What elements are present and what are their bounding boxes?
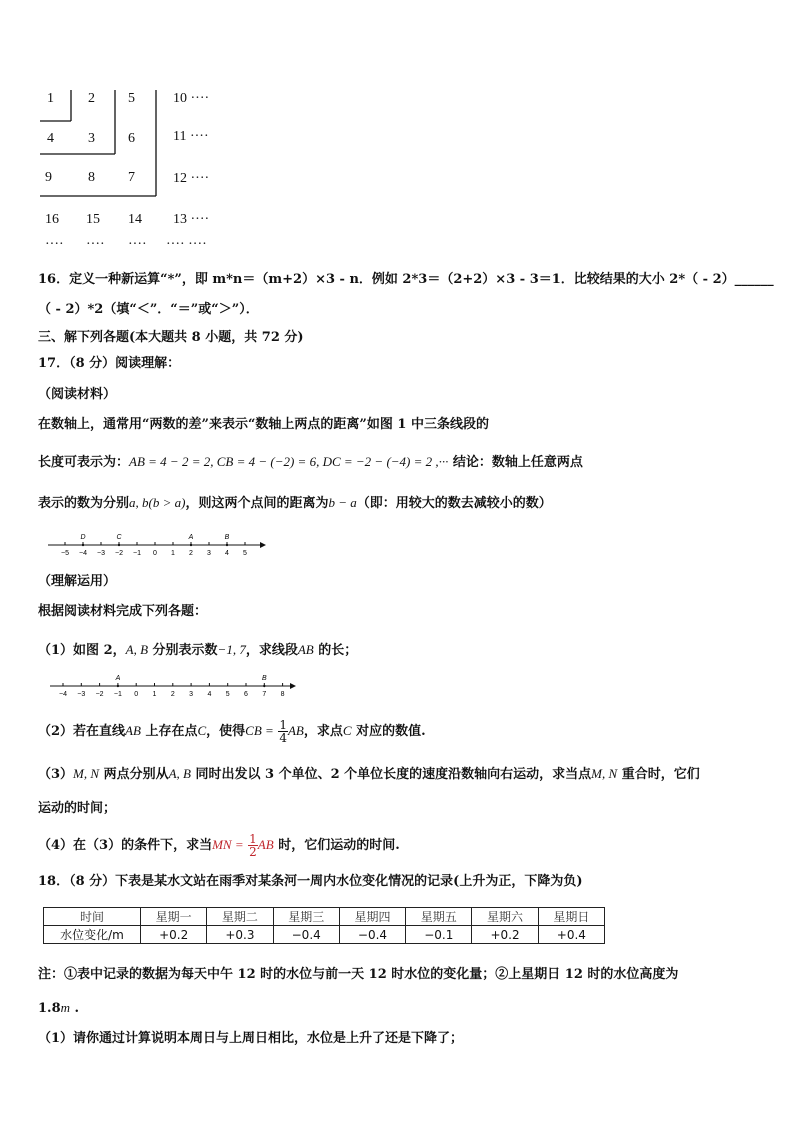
spiral-cell: 11 ····	[173, 129, 209, 144]
number-line-figure-2	[42, 668, 302, 704]
tick-label: 3	[189, 691, 194, 698]
spiral-cell: 12 ····	[173, 171, 210, 186]
table-header-cell: 星期日	[538, 908, 604, 926]
table-header-cell: 星期四	[339, 908, 405, 926]
text-span: 的长；	[313, 643, 358, 658]
table-cell: −0.1	[406, 926, 472, 944]
formula: A, B	[125, 642, 149, 657]
table-cell: −0.4	[273, 926, 339, 944]
q17-part2	[38, 714, 426, 749]
fraction-denominator: 2	[249, 845, 257, 859]
q17-apply-intro: 根据阅读材料完成下列各题：	[38, 604, 208, 619]
formula: −1, 7	[217, 642, 246, 657]
text-span: 重合时，它们	[617, 767, 700, 782]
tick-label: 2	[189, 550, 193, 557]
point-label: B	[224, 534, 230, 541]
table-header-cell: 星期一	[141, 908, 207, 926]
table-header-cell: 星期三	[273, 908, 339, 926]
formula: MN =	[212, 837, 244, 852]
formula: b − a	[328, 495, 357, 510]
tick-label: 3	[207, 550, 211, 557]
fraction-numerator: 1	[279, 718, 287, 732]
text-span: 对应的数值.	[351, 724, 426, 739]
formula: m	[60, 1000, 71, 1015]
formula: AB	[125, 723, 141, 738]
q18-note-line1: 注：①表中记录的数据为每天中午 12 时的水位与前一天 12 时水位的变化量；②上星期日 12 时的水位高度为	[38, 967, 679, 982]
spiral-cell: 9	[45, 170, 52, 185]
tick-label: 2	[170, 691, 175, 698]
q17-material-line1: 在数轴上，通常用“两数的差”来表示“数轴上两点的距离”如图 1 中三条线段的	[38, 417, 490, 432]
table-cell: +0.2	[141, 926, 207, 944]
tick-label: 1	[171, 550, 175, 557]
arrow-icon	[290, 683, 296, 689]
q17-material-line2	[38, 454, 583, 471]
text-span: ，则这两个点间的距离为	[185, 496, 329, 511]
spiral-cell: ····	[45, 237, 64, 252]
spiral-cell: 4	[47, 131, 54, 146]
point-label: A	[188, 534, 194, 541]
tick-label: −3	[97, 550, 105, 557]
formula: M, N	[73, 766, 100, 781]
table-header-row	[44, 908, 605, 926]
table-header-cell: 时间	[44, 908, 141, 926]
point-label: B	[261, 675, 267, 682]
tick-label: 4	[207, 691, 212, 698]
text-span: .	[70, 1001, 80, 1016]
point-marker	[263, 685, 265, 687]
q18-title: 18．（8 分）下表是某水文站在雨季对某条河一周内水位变化情况的记录(上升为正，下降为负)	[38, 874, 583, 889]
point-marker	[82, 544, 84, 546]
tick-label: 4	[225, 550, 229, 557]
q17-apply-heading: （理解运用）	[38, 574, 117, 589]
q17-title: 17．（8 分）阅读理解：	[38, 356, 181, 371]
spiral-cell: ····	[128, 237, 147, 252]
formula: A, B	[168, 766, 191, 781]
formula: AB	[297, 642, 314, 657]
table-row	[44, 926, 605, 944]
tick-label: −4	[79, 550, 87, 557]
spiral-cell: ···· ····	[166, 237, 207, 252]
spiral-cell: 8	[88, 170, 95, 185]
table-cell: −0.4	[339, 926, 405, 944]
text-span: 1.8	[38, 1001, 61, 1016]
tick-label: 6	[244, 691, 248, 698]
tick-label: 5	[243, 550, 247, 557]
table-header-cell: 星期六	[472, 908, 538, 926]
formula: M, N	[591, 766, 618, 781]
formula: AB = 4 − 2 = 2, CB = 4 − (−2) = 6, DC = −2 − (−4) = 2 ,···	[129, 454, 449, 469]
formula: AB	[257, 837, 274, 852]
spiral-cell: 14	[128, 212, 142, 227]
tick-label: −2	[115, 550, 123, 557]
q18-note-line2	[38, 1000, 79, 1017]
q17-part3-line1	[38, 766, 700, 783]
formula: CB =	[245, 723, 274, 738]
text-span: 上存在点	[140, 724, 198, 739]
point-label: D	[80, 534, 86, 541]
tick-label: 1	[152, 691, 157, 698]
text-span: 分别表示数	[148, 643, 218, 658]
text-span: ，求线段	[245, 643, 298, 658]
table-cell: 水位变化/m	[44, 926, 141, 944]
spiral-cell: 10 ····	[173, 91, 210, 106]
point-marker	[190, 544, 192, 546]
spiral-cell: 6	[128, 131, 135, 146]
tick-label: 8	[280, 691, 285, 698]
number-line-figure-1	[40, 525, 280, 561]
point-label: A	[115, 675, 121, 682]
text-span: ，使得	[206, 724, 246, 739]
tick-label: 7	[262, 691, 267, 698]
text-span: 同时出发以 3 个单位、2 个单位长度的速度沿数轴向右运动，求当点	[190, 767, 592, 782]
section-heading: 三、解下列各题(本大题共 8 小题，共 72 分)	[38, 330, 304, 345]
q17-material-line3	[38, 495, 552, 512]
formula: C	[197, 723, 207, 738]
text-span: 时，它们运动的时间.	[273, 838, 400, 853]
tick-label: −1	[133, 550, 141, 557]
table-cell: +0.4	[538, 926, 604, 944]
text-span: 结论：数轴上任意两点	[448, 455, 583, 470]
q17-material-heading: （阅读材料）	[38, 387, 117, 402]
q17-part3-line2: 运动的时间；	[38, 801, 117, 816]
q16-line2: （ - 2）*2（填“＜”．“＝”或“＞”）．	[38, 302, 259, 317]
fraction	[248, 833, 258, 858]
spiral-cell: ····	[86, 237, 105, 252]
tick-label: 0	[134, 691, 139, 698]
fraction-denominator: 4	[279, 731, 287, 745]
tick-label: 0	[153, 550, 157, 557]
table-header-cell: 星期二	[207, 908, 273, 926]
point-marker	[226, 544, 228, 546]
text-span: （1）如图 2，	[38, 643, 126, 658]
text-span: 两点分别从	[99, 767, 169, 782]
fraction	[278, 719, 288, 744]
formula: C	[342, 723, 352, 738]
table-cell: +0.3	[207, 926, 273, 944]
spiral-cell: 7	[128, 170, 135, 185]
arrow-icon	[260, 542, 266, 548]
table-header-cell: 星期五	[406, 908, 472, 926]
tick-label: −5	[61, 550, 69, 557]
tick-label: −1	[113, 691, 122, 698]
spiral-cell: 1	[47, 91, 54, 106]
point-marker	[117, 685, 119, 687]
point-label: C	[116, 534, 122, 541]
spiral-cell: 13 ····	[173, 212, 210, 227]
tick-label: −3	[77, 691, 86, 698]
q17-part1	[38, 642, 357, 659]
text-span: （4）在（3）的条件下，求当	[38, 838, 213, 853]
text-span: （2）若在直线	[38, 724, 126, 739]
table-cell: +0.2	[472, 926, 538, 944]
tick-label: −2	[95, 691, 104, 698]
text-span: 表示的数为分别	[38, 496, 130, 511]
formula: AB	[287, 723, 304, 738]
spiral-cell: 2	[88, 91, 95, 106]
tick-label: −4	[59, 691, 67, 698]
point-marker	[118, 544, 120, 546]
spiral-cell: 16	[45, 212, 59, 227]
text-span: （即：用较大的数去减较小的数）	[356, 496, 552, 511]
q18-part1: （1）请你通过计算说明本周日与上周日相比，水位是上升了还是下降了；	[38, 1031, 464, 1046]
spiral-cell: 15	[86, 212, 100, 227]
formula: a, b(b > a)	[129, 495, 186, 510]
text-span: ，求点	[303, 724, 343, 739]
q16-line1: 16．定义一种新运算“*”，即 m*n＝（m+2）×3 - n．例如 2*3＝（2+2）×3 - 3＝1．比较结果的大小 2*（ - 2）______	[38, 272, 774, 287]
tick-label: 5	[225, 691, 230, 698]
water-level-table	[43, 907, 605, 944]
spiral-cell: 3	[88, 131, 95, 146]
q17-part4	[38, 828, 400, 863]
spiral-cell: 5	[128, 91, 135, 106]
fraction-numerator: 1	[249, 832, 257, 846]
text-span: （3）	[38, 767, 74, 782]
text-span: 长度可表示为：	[38, 455, 130, 470]
